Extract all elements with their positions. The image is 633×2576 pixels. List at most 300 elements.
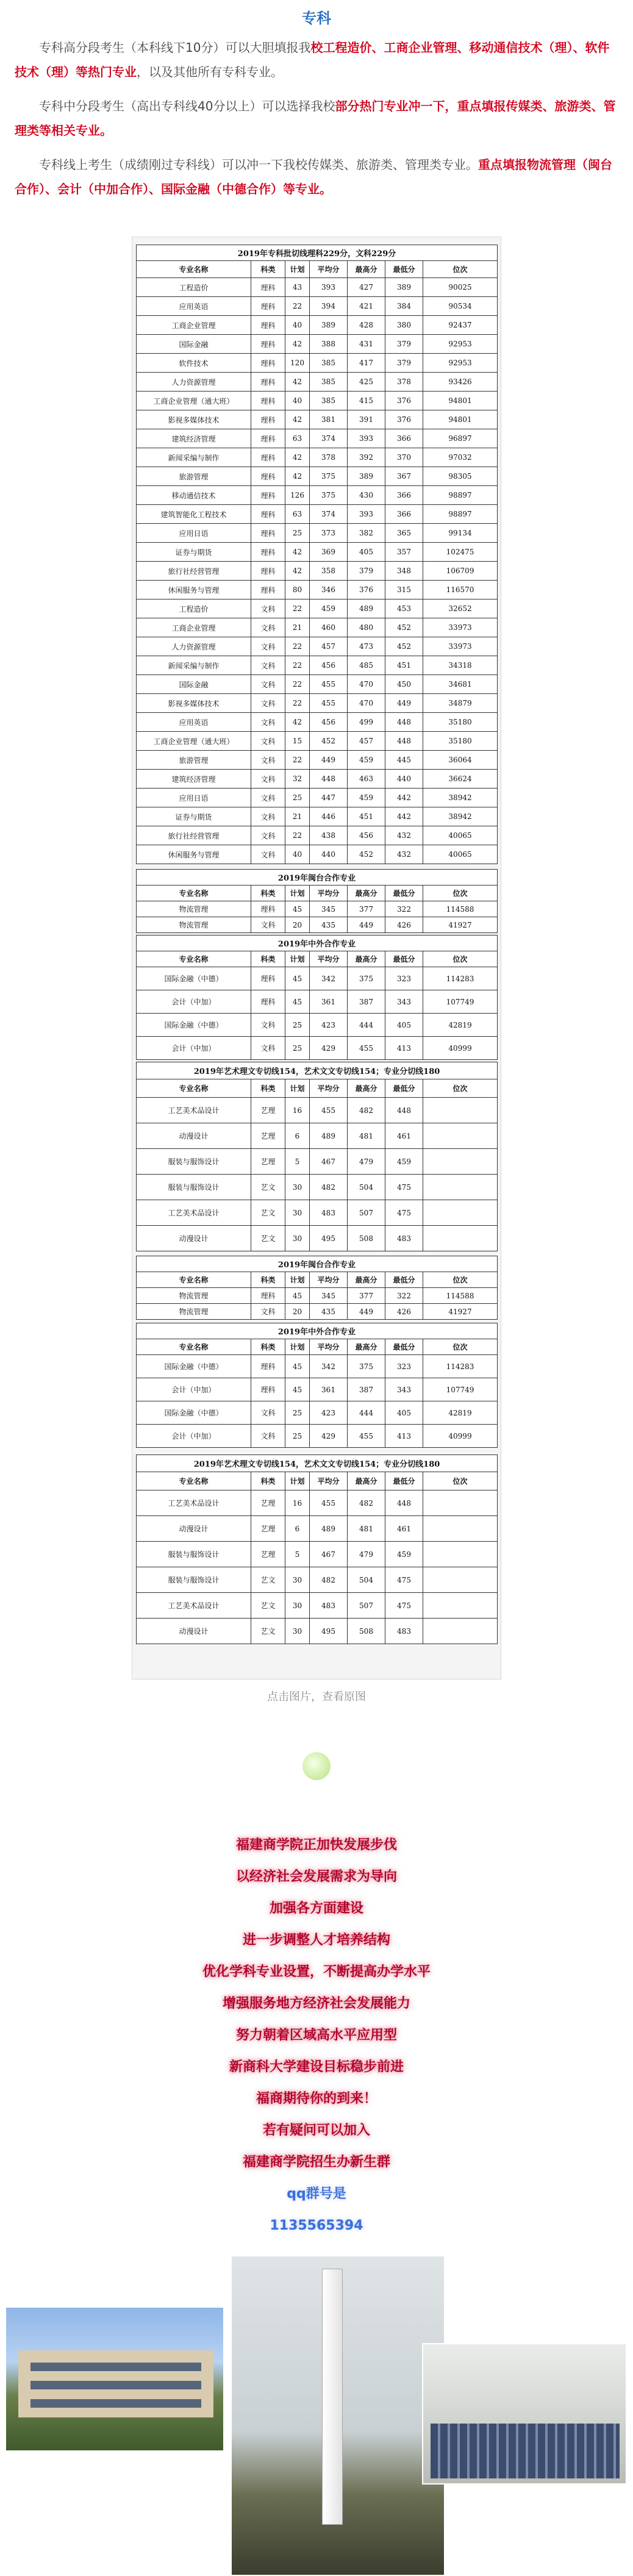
table-cell: 376 bbox=[385, 410, 423, 429]
table-cell: 物流管理 bbox=[137, 1288, 251, 1304]
table-cell: 旅行社经营管理 bbox=[137, 562, 251, 581]
slogan-line: 进一步调整人才培养结构 bbox=[242, 1933, 390, 1948]
slogan-line: 若有疑问可以加入 bbox=[262, 2123, 370, 2138]
campus-photos bbox=[0, 2256, 633, 2576]
table-cell: 理科 bbox=[251, 467, 285, 486]
table-cell bbox=[423, 1490, 498, 1516]
column-header: 位次 bbox=[423, 1079, 498, 1098]
table-caption: 2019年闽台合作专业 bbox=[137, 870, 498, 886]
table-cell: 444 bbox=[348, 1014, 385, 1037]
table-cell: 国际金融（中德） bbox=[137, 1014, 251, 1037]
table-row bbox=[137, 637, 498, 656]
table-cell: 45 bbox=[285, 990, 310, 1014]
table-cell: 457 bbox=[310, 637, 348, 656]
column-header: 专业名称 bbox=[137, 1339, 251, 1355]
table-cell: 40065 bbox=[423, 845, 498, 864]
table-cell: 人力资源管理 bbox=[137, 373, 251, 392]
table-cell: 449 bbox=[385, 694, 423, 713]
table-cell: 448 bbox=[385, 1490, 423, 1516]
table-row bbox=[137, 826, 498, 845]
column-header: 位次 bbox=[423, 951, 498, 967]
slogan-line: 努力朝着区域高水平应用型 bbox=[235, 2028, 397, 2043]
slogan-line: 1135565394 bbox=[270, 2218, 363, 2233]
column-header: 位次 bbox=[423, 886, 498, 901]
table-cell: 90534 bbox=[423, 297, 498, 316]
table-cell: 40 bbox=[285, 392, 310, 410]
table-cell: 107749 bbox=[423, 1378, 498, 1401]
column-header: 平均分 bbox=[310, 261, 348, 278]
table-cell: 工商企业管理（通大班） bbox=[137, 392, 251, 410]
table-cell: 30 bbox=[285, 1226, 310, 1251]
table-cell: 工商企业管理（通大班） bbox=[137, 732, 251, 751]
table-row bbox=[137, 713, 498, 732]
table-cell: 文科 bbox=[251, 1304, 285, 1320]
table-cell: 481 bbox=[348, 1516, 385, 1542]
table-cell: 504 bbox=[348, 1175, 385, 1200]
table-cell: 22 bbox=[285, 637, 310, 656]
table-cell: 人力资源管理 bbox=[137, 637, 251, 656]
table-cell: 345 bbox=[310, 1288, 348, 1304]
table-row bbox=[137, 1355, 498, 1378]
table-cell: 435 bbox=[310, 1304, 348, 1320]
table-cell: 380 bbox=[385, 316, 423, 335]
table-cell: 376 bbox=[385, 392, 423, 410]
slogan-line: 福商期待你的到来！ bbox=[256, 2091, 377, 2106]
table-cell: 392 bbox=[348, 448, 385, 467]
table-cell: 42 bbox=[285, 410, 310, 429]
table-cell: 20 bbox=[285, 1304, 310, 1320]
table-row bbox=[137, 1123, 498, 1149]
table-cell: 495 bbox=[310, 1226, 348, 1251]
table-cell: 30 bbox=[285, 1175, 310, 1200]
table-row bbox=[137, 581, 498, 599]
table-cell: 建筑智能化工程技术 bbox=[137, 505, 251, 524]
column-header: 科类 bbox=[251, 1079, 285, 1098]
table-cell: 25 bbox=[285, 1401, 310, 1425]
table-cell: 42819 bbox=[423, 1401, 498, 1425]
table-cell: 艺理 bbox=[251, 1542, 285, 1567]
table-cell: 艺文 bbox=[251, 1226, 285, 1251]
table-cell: 107749 bbox=[423, 990, 498, 1014]
column-header: 专业名称 bbox=[137, 886, 251, 901]
body-text: 专科线上考生（成绩刚过专科线）可以冲一下我校传媒类、旅游类、管理类专业。 bbox=[39, 157, 478, 172]
column-header: 最高分 bbox=[348, 951, 385, 967]
table-cell: 艺文 bbox=[251, 1200, 285, 1226]
table-cell: 508 bbox=[348, 1226, 385, 1251]
table-cell: 艺文 bbox=[251, 1175, 285, 1200]
table-cell: 32652 bbox=[423, 599, 498, 618]
column-header: 科类 bbox=[251, 261, 285, 278]
column-header: 科类 bbox=[251, 951, 285, 967]
table-cell bbox=[423, 1593, 498, 1619]
column-header: 专业名称 bbox=[137, 1079, 251, 1098]
column-header: 最低分 bbox=[385, 1472, 423, 1490]
table-cell: 国际金融（中德） bbox=[137, 967, 251, 990]
table-cell: 63 bbox=[285, 505, 310, 524]
table-cell: 6 bbox=[285, 1516, 310, 1542]
table-cell: 21 bbox=[285, 618, 310, 637]
table-cell: 447 bbox=[310, 789, 348, 807]
table-cell: 38942 bbox=[423, 789, 498, 807]
table-cell: 文科 bbox=[251, 1037, 285, 1060]
table-cell: 483 bbox=[310, 1200, 348, 1226]
table-cell: 理科 bbox=[251, 429, 285, 448]
column-header: 最高分 bbox=[348, 261, 385, 278]
highlight-text: 校工程造价、工商企业管理、移动通信技术（理）、软件技术（理）等热门专业 bbox=[15, 40, 610, 79]
table-art-majors-repeat bbox=[136, 1454, 498, 1644]
admission-score-image[interactable] bbox=[132, 237, 501, 1680]
table-cell: 45 bbox=[285, 1288, 310, 1304]
table-cell: 服装与服饰设计 bbox=[137, 1175, 251, 1200]
table-cell: 442 bbox=[385, 789, 423, 807]
table-cell: 30 bbox=[285, 1567, 310, 1593]
table-cell: 证券与期货 bbox=[137, 543, 251, 562]
column-header: 平均分 bbox=[310, 1272, 348, 1288]
table-cell: 应用英语 bbox=[137, 297, 251, 316]
table-cell: 30 bbox=[285, 1593, 310, 1619]
table-cell: 43 bbox=[285, 278, 310, 297]
table-cell: 理科 bbox=[251, 316, 285, 335]
table-cell: 452 bbox=[385, 618, 423, 637]
table-cell: 440 bbox=[310, 845, 348, 864]
table-row bbox=[137, 656, 498, 675]
table-cell: 378 bbox=[385, 373, 423, 392]
table-cell: 20 bbox=[285, 917, 310, 933]
table-row bbox=[137, 618, 498, 637]
table-cell: 25 bbox=[285, 524, 310, 543]
advice-paragraph bbox=[15, 94, 620, 143]
table-cell: 艺文 bbox=[251, 1593, 285, 1619]
table-cell: 98897 bbox=[423, 486, 498, 505]
table-cell: 文科 bbox=[251, 789, 285, 807]
table-cell: 服装与服饰设计 bbox=[137, 1567, 251, 1593]
table-cell: 艺理 bbox=[251, 1149, 285, 1175]
table-cell: 114283 bbox=[423, 1355, 498, 1378]
table-cell: 475 bbox=[385, 1593, 423, 1619]
table-cell: 工商企业管理 bbox=[137, 618, 251, 637]
table-cell: 38942 bbox=[423, 807, 498, 826]
table-cell: 376 bbox=[348, 581, 385, 599]
table-cell: 服装与服饰设计 bbox=[137, 1542, 251, 1567]
table-cell: 423 bbox=[310, 1014, 348, 1037]
table-cell: 理科 bbox=[251, 392, 285, 410]
column-header: 科类 bbox=[251, 1272, 285, 1288]
table-cell: 63 bbox=[285, 429, 310, 448]
table-row bbox=[137, 675, 498, 694]
table-row bbox=[137, 990, 498, 1014]
table-cell: 448 bbox=[310, 770, 348, 789]
table-cell: 405 bbox=[385, 1401, 423, 1425]
table-cell: 25 bbox=[285, 1037, 310, 1060]
table-cell: 387 bbox=[348, 990, 385, 1014]
table-cell: 455 bbox=[348, 1037, 385, 1060]
table-cell: 理科 bbox=[251, 278, 285, 297]
table-cell bbox=[423, 1619, 498, 1644]
table-cell: 479 bbox=[348, 1149, 385, 1175]
table-cell: 375 bbox=[348, 967, 385, 990]
table-cell: 理科 bbox=[251, 335, 285, 354]
table-cell: 463 bbox=[348, 770, 385, 789]
table-cell: 5 bbox=[285, 1149, 310, 1175]
table-cell: 374 bbox=[310, 429, 348, 448]
table-cell: 366 bbox=[385, 486, 423, 505]
table-cell: 348 bbox=[385, 562, 423, 581]
table-cell: 357 bbox=[385, 543, 423, 562]
table-row bbox=[137, 392, 498, 410]
table-cell: 工艺美术品设计 bbox=[137, 1098, 251, 1123]
table-cell: 文科 bbox=[251, 1014, 285, 1037]
table-row bbox=[137, 373, 498, 392]
table-cell: 426 bbox=[385, 1304, 423, 1320]
slogan-line: 福建商学院招生办新生群 bbox=[242, 2155, 390, 2170]
table-cell: 理科 bbox=[251, 543, 285, 562]
table-cell: 470 bbox=[348, 675, 385, 694]
table-row bbox=[137, 505, 498, 524]
table-cell: 文科 bbox=[251, 713, 285, 732]
table-row bbox=[137, 901, 498, 917]
table-cell: 文科 bbox=[251, 637, 285, 656]
column-header: 最高分 bbox=[348, 886, 385, 901]
table-cell: 393 bbox=[348, 505, 385, 524]
table-caption: 2019年中外合作专业 bbox=[137, 1323, 498, 1339]
table-cell: 旅游管理 bbox=[137, 467, 251, 486]
table-cell: 459 bbox=[385, 1149, 423, 1175]
column-header: 科类 bbox=[251, 1339, 285, 1355]
table-cell: 114588 bbox=[423, 1288, 498, 1304]
table-cell: 343 bbox=[385, 1378, 423, 1401]
table-cell: 482 bbox=[348, 1098, 385, 1123]
table-cell: 理科 bbox=[251, 562, 285, 581]
table-cell: 428 bbox=[348, 316, 385, 335]
table-cell: 473 bbox=[348, 637, 385, 656]
table-cell: 物流管理 bbox=[137, 901, 251, 917]
table-cell: 361 bbox=[310, 1378, 348, 1401]
campus-tower-photo[interactable] bbox=[232, 2256, 444, 2575]
table-cell: 34879 bbox=[423, 694, 498, 713]
table-cell: 34318 bbox=[423, 656, 498, 675]
campus-building-photo[interactable] bbox=[6, 2308, 223, 2450]
table-cell: 481 bbox=[348, 1123, 385, 1149]
slogan-line: 优化学科专业设置，不断提高办学水平 bbox=[202, 1964, 431, 1980]
image-caption: 点击图片，查看原图 bbox=[267, 1690, 366, 1703]
slogan-line: qq群号是 bbox=[287, 2186, 346, 2202]
table-row bbox=[137, 694, 498, 713]
table-minnan-cooperation-repeat bbox=[136, 1256, 498, 1320]
table-cell: 421 bbox=[348, 297, 385, 316]
table-cell: 40 bbox=[285, 316, 310, 335]
table-cell: 455 bbox=[310, 694, 348, 713]
table-cell: 429 bbox=[310, 1425, 348, 1448]
table-cell: 35180 bbox=[423, 732, 498, 751]
table-cell bbox=[423, 1175, 498, 1200]
table-cell: 417 bbox=[348, 354, 385, 373]
table-cell: 315 bbox=[385, 581, 423, 599]
table-cell: 文科 bbox=[251, 694, 285, 713]
table-cell: 449 bbox=[348, 917, 385, 933]
table-row bbox=[137, 1490, 498, 1516]
table-cell: 21 bbox=[285, 807, 310, 826]
table-cell: 5 bbox=[285, 1542, 310, 1567]
table-cell: 22 bbox=[285, 694, 310, 713]
table-cell: 379 bbox=[348, 562, 385, 581]
table-cell: 461 bbox=[385, 1123, 423, 1149]
table-cell bbox=[423, 1149, 498, 1175]
table-cell: 41927 bbox=[423, 1304, 498, 1320]
slogan-line: 福建商学院正加快发展步伐 bbox=[235, 1837, 397, 1853]
table-row bbox=[137, 751, 498, 770]
table-cell: 495 bbox=[310, 1619, 348, 1644]
column-header: 计划 bbox=[285, 886, 310, 901]
table-cell: 理科 bbox=[251, 505, 285, 524]
table-cell: 艺文 bbox=[251, 1619, 285, 1644]
table-cell: 旅行社经营管理 bbox=[137, 826, 251, 845]
table-cell: 461 bbox=[385, 1516, 423, 1542]
table-cell: 377 bbox=[348, 1288, 385, 1304]
table-cell: 394 bbox=[310, 297, 348, 316]
table-cell: 480 bbox=[348, 618, 385, 637]
table-cell: 379 bbox=[385, 335, 423, 354]
table-cell: 343 bbox=[385, 990, 423, 1014]
column-header: 科类 bbox=[251, 1472, 285, 1490]
table-cell: 450 bbox=[385, 675, 423, 694]
table-cell: 理科 bbox=[251, 1288, 285, 1304]
table-cell: 413 bbox=[385, 1425, 423, 1448]
table-cell: 92953 bbox=[423, 335, 498, 354]
column-header: 最低分 bbox=[385, 1339, 423, 1355]
table-cell: 16 bbox=[285, 1098, 310, 1123]
table-cell: 455 bbox=[310, 1098, 348, 1123]
column-header: 专业名称 bbox=[137, 261, 251, 278]
table-row bbox=[137, 599, 498, 618]
table-cell: 504 bbox=[348, 1567, 385, 1593]
table-cell: 456 bbox=[310, 713, 348, 732]
table-2019-zhuanke-cutoff bbox=[136, 245, 498, 864]
table-row bbox=[137, 297, 498, 316]
table-cell: 30 bbox=[285, 1200, 310, 1226]
decorative-dot bbox=[302, 1752, 331, 1780]
table-cell: 影视多媒体技术 bbox=[137, 410, 251, 429]
table-cell: 22 bbox=[285, 826, 310, 845]
column-header: 科类 bbox=[251, 886, 285, 901]
table-cell: 工艺美术品设计 bbox=[137, 1200, 251, 1226]
table-cell: 427 bbox=[348, 278, 385, 297]
table-row bbox=[137, 278, 498, 297]
table-cell: 438 bbox=[310, 826, 348, 845]
table-cell: 440 bbox=[385, 770, 423, 789]
table-cell: 459 bbox=[348, 789, 385, 807]
column-header: 最低分 bbox=[385, 886, 423, 901]
table-cell: 382 bbox=[348, 524, 385, 543]
table-minnan-cooperation bbox=[136, 869, 498, 933]
table-cell: 448 bbox=[385, 732, 423, 751]
table-cell: 42 bbox=[285, 543, 310, 562]
table-cell: 旅游管理 bbox=[137, 751, 251, 770]
table-cell: 会计（中加） bbox=[137, 990, 251, 1014]
table-cell: 92953 bbox=[423, 354, 498, 373]
table-cell: 40065 bbox=[423, 826, 498, 845]
table-cell: 会计（中加） bbox=[137, 1037, 251, 1060]
table-cell: 379 bbox=[385, 354, 423, 373]
table-cell: 动漫设计 bbox=[137, 1619, 251, 1644]
table-cell: 理科 bbox=[251, 410, 285, 429]
table-cell: 22 bbox=[285, 297, 310, 316]
table-caption: 2019年中外合作专业 bbox=[137, 936, 498, 951]
table-cell bbox=[423, 1123, 498, 1149]
table-row bbox=[137, 1567, 498, 1593]
table-cell: 休闲服务与管理 bbox=[137, 845, 251, 864]
table-cell: 国际金融 bbox=[137, 675, 251, 694]
table-cell: 45 bbox=[285, 1355, 310, 1378]
table-cell: 367 bbox=[385, 467, 423, 486]
table-cell: 430 bbox=[348, 486, 385, 505]
table-cell: 艺理 bbox=[251, 1123, 285, 1149]
table-cell: 475 bbox=[385, 1567, 423, 1593]
table-cell: 467 bbox=[310, 1542, 348, 1567]
table-cell: 457 bbox=[348, 732, 385, 751]
table-cell: 理科 bbox=[251, 990, 285, 1014]
table-cell: 475 bbox=[385, 1175, 423, 1200]
table-cell: 116570 bbox=[423, 581, 498, 599]
table-cell: 483 bbox=[385, 1226, 423, 1251]
table-cell: 应用日语 bbox=[137, 789, 251, 807]
table-caption: 2019年艺术理文专切线154，艺术文文专切线154；专业分切线180 bbox=[137, 1455, 498, 1472]
table-cell: 342 bbox=[310, 1355, 348, 1378]
table-cell: 499 bbox=[348, 713, 385, 732]
table-cell: 16 bbox=[285, 1490, 310, 1516]
table-cell: 45 bbox=[285, 901, 310, 917]
table-cell: 455 bbox=[348, 1425, 385, 1448]
table-cell: 452 bbox=[348, 845, 385, 864]
table-cell: 42 bbox=[285, 713, 310, 732]
advice-paragraph bbox=[15, 152, 620, 201]
table-sino-foreign-cooperation bbox=[136, 935, 498, 1060]
table-row bbox=[137, 316, 498, 335]
column-header: 最高分 bbox=[348, 1472, 385, 1490]
table-cell: 证券与期货 bbox=[137, 807, 251, 826]
column-header: 计划 bbox=[285, 1272, 310, 1288]
table-cell: 387 bbox=[348, 1378, 385, 1401]
table-cell: 507 bbox=[348, 1200, 385, 1226]
table-cell: 366 bbox=[385, 505, 423, 524]
table-row bbox=[137, 732, 498, 751]
slogan-line: 加强各方面建设 bbox=[269, 1901, 363, 1916]
table-cell: 96897 bbox=[423, 429, 498, 448]
column-header: 平均分 bbox=[310, 1339, 348, 1355]
table-cell: 126 bbox=[285, 486, 310, 505]
table-cell: 445 bbox=[385, 751, 423, 770]
table-cell: 34681 bbox=[423, 675, 498, 694]
table-row bbox=[137, 543, 498, 562]
table-cell: 455 bbox=[310, 1490, 348, 1516]
table-cell: 动漫设计 bbox=[137, 1226, 251, 1251]
table-row bbox=[137, 562, 498, 581]
table-row bbox=[137, 1542, 498, 1567]
table-cell: 22 bbox=[285, 599, 310, 618]
table-cell: 444 bbox=[348, 1401, 385, 1425]
table-cell: 36064 bbox=[423, 751, 498, 770]
table-cell: 391 bbox=[348, 410, 385, 429]
table-cell: 423 bbox=[310, 1401, 348, 1425]
classroom-photo[interactable] bbox=[422, 2343, 627, 2485]
table-cell: 361 bbox=[310, 990, 348, 1014]
body-text: ，以及其他所有专科专业。 bbox=[137, 65, 283, 79]
table-cell: 文科 bbox=[251, 732, 285, 751]
column-header: 平均分 bbox=[310, 886, 348, 901]
table-cell: 431 bbox=[348, 335, 385, 354]
table-cell: 453 bbox=[385, 599, 423, 618]
slogan-line: 新商科大学建设目标稳步前进 bbox=[229, 2059, 404, 2075]
table-row bbox=[137, 1378, 498, 1401]
